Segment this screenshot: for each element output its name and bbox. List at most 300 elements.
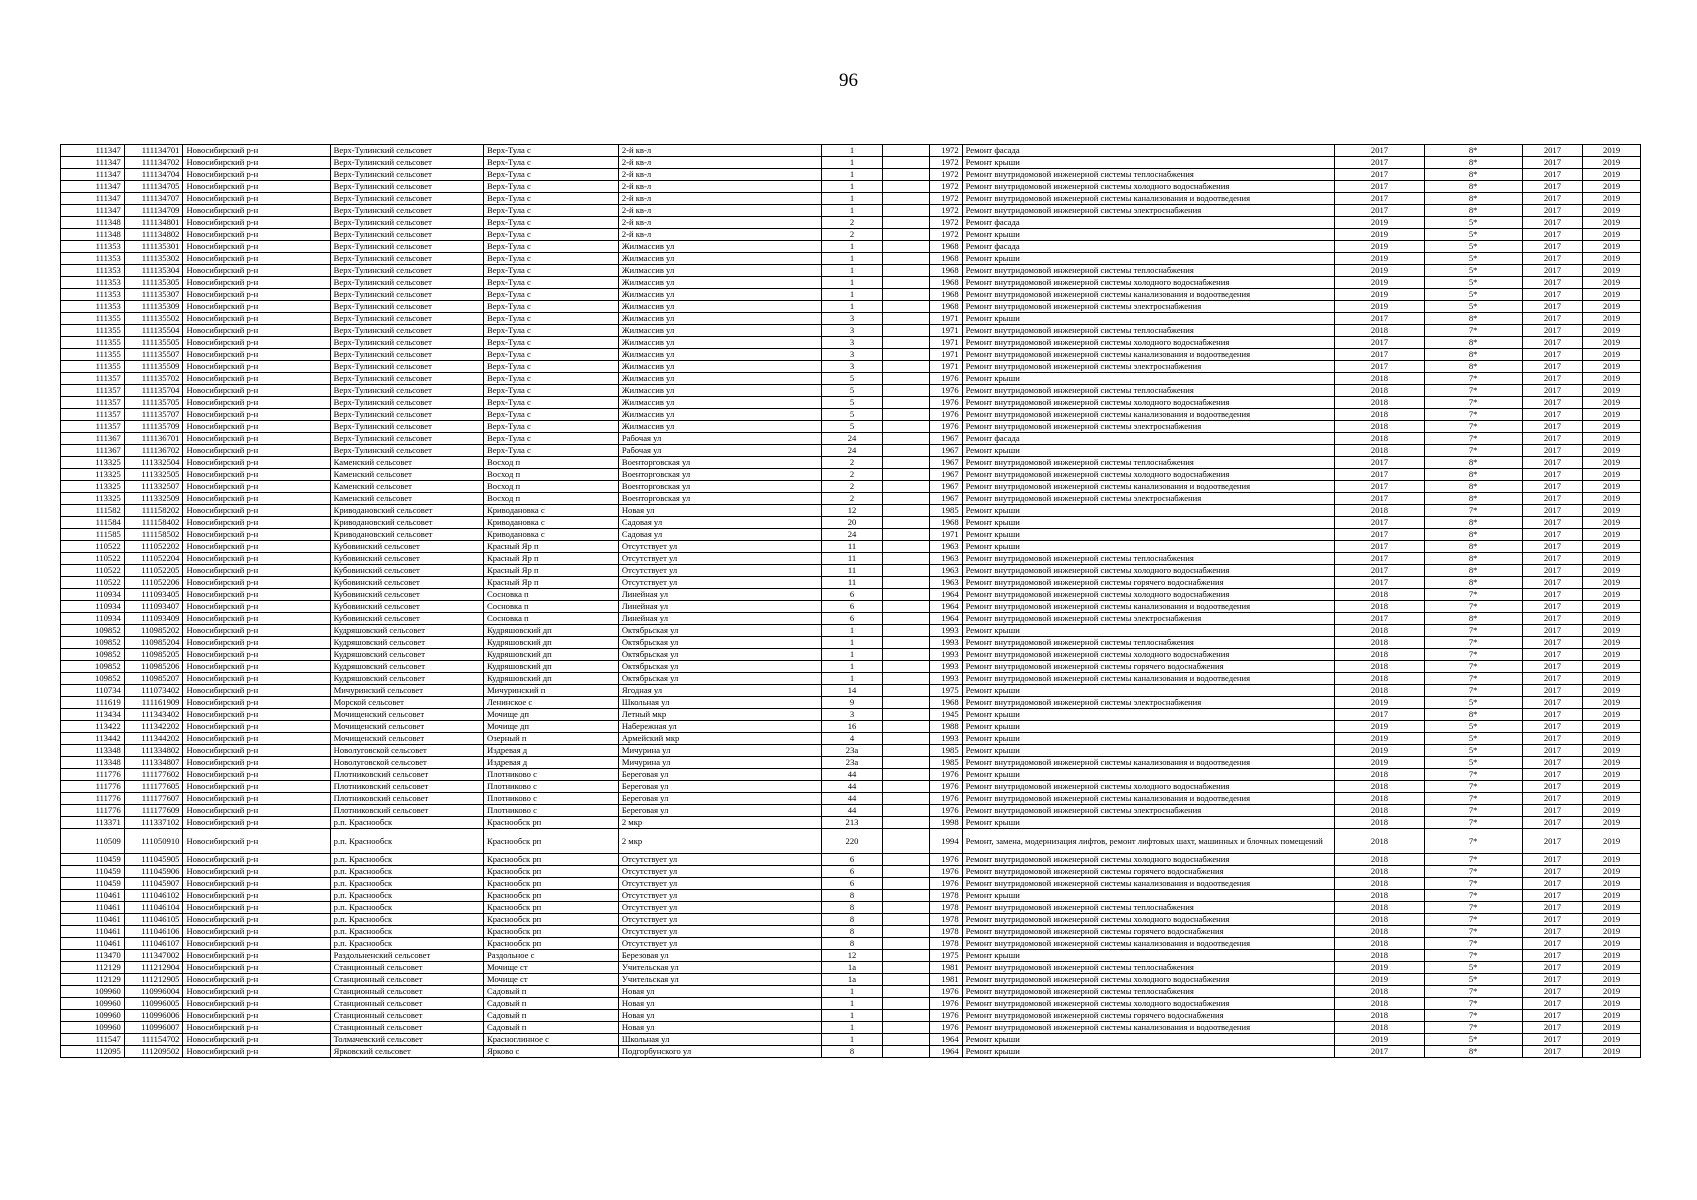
cell-period-start: 2017 <box>1522 277 1583 289</box>
cell-priority: 7* <box>1424 373 1522 385</box>
cell-period-end: 2019 <box>1583 817 1641 829</box>
cell-work-id: 111050910 <box>124 829 183 854</box>
cell-municipality: Верх-Тулинский сельсовет <box>330 349 483 361</box>
cell-settlement: Кудряшовский дп <box>484 661 619 673</box>
cell-municipality: Кудряшовский сельсовет <box>330 625 483 637</box>
table-row <box>61 805 1641 817</box>
table-row <box>61 673 1641 685</box>
cell-period-end: 2019 <box>1583 998 1641 1010</box>
cell-house-number: 6 <box>821 854 883 866</box>
cell-municipality: Верх-Тулинский сельсовет <box>330 289 483 301</box>
table-row <box>61 301 1641 313</box>
cell-period-end: 2019 <box>1583 409 1641 421</box>
cell-building <box>883 998 929 1010</box>
cell-work-type: Ремонт, замена, модернизация лифтов, ремонт лифтовых шахт, машинных и блочных помещений <box>962 829 1335 854</box>
cell-year-built: 1976 <box>929 769 962 781</box>
cell-municipality: Каменский сельсовет <box>330 469 483 481</box>
cell-period-start: 2017 <box>1522 481 1583 493</box>
cell-district: Новосибирский р-н <box>183 265 330 277</box>
cell-object-id: 111347 <box>61 157 125 169</box>
cell-settlement: Криводановка с <box>484 505 619 517</box>
cell-priority: 5* <box>1424 721 1522 733</box>
table-row <box>61 565 1641 577</box>
cell-municipality: Верх-Тулинский сельсовет <box>330 325 483 337</box>
table-row <box>61 193 1641 205</box>
cell-priority: 8* <box>1424 553 1522 565</box>
cell-municipality: Плотниковский сельсовет <box>330 793 483 805</box>
cell-building <box>883 265 929 277</box>
cell-period-start: 2017 <box>1522 817 1583 829</box>
cell-object-id: 111353 <box>61 265 125 277</box>
cell-work-type: Ремонт крыши <box>962 505 1335 517</box>
cell-year-built: 1985 <box>929 745 962 757</box>
cell-period-start: 2017 <box>1522 205 1583 217</box>
table-row <box>61 890 1641 902</box>
cell-year-built: 1967 <box>929 433 962 445</box>
cell-period-end: 2019 <box>1583 625 1641 637</box>
cell-settlement: Краснообск рп <box>484 854 619 866</box>
cell-municipality: Плотниковский сельсовет <box>330 769 483 781</box>
table-row <box>61 145 1641 157</box>
cell-object-id: 111584 <box>61 517 125 529</box>
table-row <box>61 217 1641 229</box>
table-row <box>61 1022 1641 1034</box>
cell-work-type: Ремонт внутридомовой инженерной системы электроснабжения <box>962 805 1335 817</box>
cell-house-number: 2 <box>821 229 883 241</box>
cell-priority: 7* <box>1424 385 1522 397</box>
cell-priority: 7* <box>1424 914 1522 926</box>
cell-house-number: 5 <box>821 421 883 433</box>
cell-work-id: 111135507 <box>124 349 183 361</box>
cell-work-type: Ремонт внутридомовой инженерной системы канализования и водоотведения <box>962 878 1335 890</box>
table-row <box>61 1046 1641 1058</box>
cell-work-id: 111073402 <box>124 685 183 697</box>
table-row <box>61 361 1641 373</box>
cell-period-start: 2017 <box>1522 469 1583 481</box>
cell-municipality: Ярковский сельсовет <box>330 1046 483 1058</box>
cell-municipality: Новолуговской сельсовет <box>330 757 483 769</box>
cell-priority: 5* <box>1424 962 1522 974</box>
cell-plan-year: 2018 <box>1335 397 1425 409</box>
cell-period-end: 2019 <box>1583 241 1641 253</box>
cell-plan-year: 2019 <box>1335 301 1425 313</box>
cell-object-id: 110461 <box>61 890 125 902</box>
cell-year-built: 1967 <box>929 457 962 469</box>
cell-plan-year: 2017 <box>1335 469 1425 481</box>
cell-settlement: Садовый п <box>484 1022 619 1034</box>
cell-year-built: 1976 <box>929 878 962 890</box>
cell-object-id: 113470 <box>61 950 125 962</box>
cell-work-id: 111154702 <box>124 1034 183 1046</box>
table-row <box>61 914 1641 926</box>
cell-district: Новосибирский р-н <box>183 493 330 505</box>
cell-district: Новосибирский р-н <box>183 962 330 974</box>
cell-work-type: Ремонт внутридомовой инженерной системы канализования и водоотведения <box>962 409 1335 421</box>
cell-building <box>883 781 929 793</box>
cell-period-start: 2017 <box>1522 361 1583 373</box>
table-row <box>61 902 1641 914</box>
cell-object-id: 111776 <box>61 769 125 781</box>
cell-house-number: 1 <box>821 673 883 685</box>
cell-period-end: 2019 <box>1583 553 1641 565</box>
cell-work-id: 111134704 <box>124 169 183 181</box>
cell-building <box>883 517 929 529</box>
cell-district: Новосибирский р-н <box>183 445 330 457</box>
cell-period-end: 2019 <box>1583 181 1641 193</box>
cell-period-start: 2017 <box>1522 517 1583 529</box>
cell-settlement: Верх-Тула с <box>484 253 619 265</box>
cell-object-id: 111355 <box>61 313 125 325</box>
table-row <box>61 613 1641 625</box>
cell-priority: 8* <box>1424 577 1522 589</box>
cell-work-type: Ремонт внутридомовой инженерной системы теплоснабжения <box>962 169 1335 181</box>
cell-object-id: 109852 <box>61 661 125 673</box>
cell-object-id: 113442 <box>61 733 125 745</box>
cell-priority: 5* <box>1424 217 1522 229</box>
cell-building <box>883 950 929 962</box>
cell-period-start: 2017 <box>1522 1046 1583 1058</box>
cell-period-start: 2017 <box>1522 866 1583 878</box>
cell-house-number: 1 <box>821 998 883 1010</box>
cell-period-start: 2017 <box>1522 781 1583 793</box>
cell-priority: 7* <box>1424 769 1522 781</box>
cell-house-number: 14 <box>821 685 883 697</box>
cell-year-built: 1967 <box>929 469 962 481</box>
cell-work-type: Ремонт крыши <box>962 445 1335 457</box>
cell-priority: 8* <box>1424 457 1522 469</box>
cell-municipality: р.п. Краснообск <box>330 914 483 926</box>
cell-municipality: Мичуринский сельсовет <box>330 685 483 697</box>
cell-municipality: Станционный сельсовет <box>330 998 483 1010</box>
cell-house-number: 8 <box>821 938 883 950</box>
cell-house-number: 8 <box>821 926 883 938</box>
cell-priority: 7* <box>1424 649 1522 661</box>
cell-district: Новосибирский р-н <box>183 998 330 1010</box>
cell-year-built: 1976 <box>929 805 962 817</box>
cell-period-start: 2017 <box>1522 457 1583 469</box>
cell-district: Новосибирский р-н <box>183 649 330 661</box>
cell-street: Мичурина ул <box>618 745 821 757</box>
cell-plan-year: 2018 <box>1335 421 1425 433</box>
cell-municipality: р.п. Краснообск <box>330 866 483 878</box>
cell-plan-year: 2018 <box>1335 1010 1425 1022</box>
cell-settlement: Верх-Тула с <box>484 217 619 229</box>
cell-plan-year: 2019 <box>1335 217 1425 229</box>
table-row <box>61 938 1641 950</box>
cell-building <box>883 349 929 361</box>
cell-plan-year: 2019 <box>1335 277 1425 289</box>
cell-work-type: Ремонт крыши <box>962 733 1335 745</box>
cell-period-end: 2019 <box>1583 517 1641 529</box>
cell-priority: 7* <box>1424 601 1522 613</box>
cell-period-end: 2019 <box>1583 697 1641 709</box>
table-row <box>61 277 1641 289</box>
cell-street: Отсутствует ул <box>618 553 821 565</box>
cell-district: Новосибирский р-н <box>183 529 330 541</box>
cell-work-type: Ремонт внутридомовой инженерной системы канализования и водоотведения <box>962 289 1335 301</box>
cell-year-built: 1976 <box>929 1010 962 1022</box>
cell-building <box>883 866 929 878</box>
cell-period-start: 2017 <box>1522 157 1583 169</box>
table-row <box>61 950 1641 962</box>
cell-street: Жилмассив ул <box>618 337 821 349</box>
cell-work-id: 110985205 <box>124 649 183 661</box>
cell-period-end: 2019 <box>1583 337 1641 349</box>
table-row <box>61 481 1641 493</box>
cell-street: Отсутствует ул <box>618 541 821 553</box>
cell-work-id: 111046106 <box>124 926 183 938</box>
cell-object-id: 111367 <box>61 433 125 445</box>
cell-street: Жилмассив ул <box>618 289 821 301</box>
table-row <box>61 553 1641 565</box>
cell-period-end: 2019 <box>1583 349 1641 361</box>
cell-district: Новосибирский р-н <box>183 313 330 325</box>
cell-settlement: Краснообск рп <box>484 914 619 926</box>
cell-period-end: 2019 <box>1583 637 1641 649</box>
cell-year-built: 1976 <box>929 998 962 1010</box>
cell-plan-year: 2018 <box>1335 685 1425 697</box>
cell-municipality: Верх-Тулинский сельсовет <box>330 433 483 445</box>
cell-building <box>883 217 929 229</box>
cell-work-id: 111332507 <box>124 481 183 493</box>
cell-plan-year: 2017 <box>1335 541 1425 553</box>
cell-plan-year: 2018 <box>1335 625 1425 637</box>
cell-district: Новосибирский р-н <box>183 409 330 421</box>
cell-year-built: 1988 <box>929 721 962 733</box>
cell-plan-year: 2019 <box>1335 974 1425 986</box>
cell-building <box>883 397 929 409</box>
cell-priority: 5* <box>1424 697 1522 709</box>
cell-period-end: 2019 <box>1583 1022 1641 1034</box>
cell-period-start: 2017 <box>1522 265 1583 277</box>
cell-period-start: 2017 <box>1522 145 1583 157</box>
cell-plan-year: 2017 <box>1335 1046 1425 1058</box>
cell-street: Набережная ул <box>618 721 821 733</box>
cell-work-type: Ремонт крыши <box>962 229 1335 241</box>
cell-municipality: Плотниковский сельсовет <box>330 805 483 817</box>
cell-plan-year: 2019 <box>1335 721 1425 733</box>
cell-district: Новосибирский р-н <box>183 926 330 938</box>
cell-street: 2-й кв-л <box>618 169 821 181</box>
cell-year-built: 1971 <box>929 529 962 541</box>
cell-period-end: 2019 <box>1583 757 1641 769</box>
cell-building <box>883 373 929 385</box>
cell-house-number: 16 <box>821 721 883 733</box>
cell-plan-year: 2018 <box>1335 805 1425 817</box>
cell-municipality: Каменский сельсовет <box>330 481 483 493</box>
cell-year-built: 1968 <box>929 289 962 301</box>
cell-year-built: 1993 <box>929 673 962 685</box>
cell-object-id: 109960 <box>61 1010 125 1022</box>
cell-work-id: 110996004 <box>124 986 183 998</box>
cell-building <box>883 481 929 493</box>
cell-work-id: 111045906 <box>124 866 183 878</box>
cell-municipality: Верх-Тулинский сельсовет <box>330 265 483 277</box>
cell-settlement: Садовый п <box>484 1010 619 1022</box>
cell-settlement: Верх-Тула с <box>484 265 619 277</box>
cell-district: Новосибирский р-н <box>183 373 330 385</box>
cell-period-start: 2017 <box>1522 1010 1583 1022</box>
cell-municipality: р.п. Краснообск <box>330 938 483 950</box>
cell-district: Новосибирский р-н <box>183 1034 330 1046</box>
cell-settlement: Ярково с <box>484 1046 619 1058</box>
cell-priority: 7* <box>1424 817 1522 829</box>
cell-settlement: Красный Яр п <box>484 541 619 553</box>
cell-year-built: 1968 <box>929 241 962 253</box>
cell-work-id: 111135509 <box>124 361 183 373</box>
cell-period-end: 2019 <box>1583 433 1641 445</box>
cell-municipality: Верх-Тулинский сельсовет <box>330 241 483 253</box>
cell-municipality: Толмачевский сельсовет <box>330 1034 483 1046</box>
table-row <box>61 169 1641 181</box>
cell-priority: 8* <box>1424 565 1522 577</box>
cell-work-id: 111045905 <box>124 854 183 866</box>
cell-district: Новосибирский р-н <box>183 157 330 169</box>
cell-settlement: Издревая д <box>484 745 619 757</box>
cell-year-built: 1963 <box>929 565 962 577</box>
cell-street: Новая ул <box>618 505 821 517</box>
cell-street: Октябрьская ул <box>618 625 821 637</box>
cell-district: Новосибирский р-н <box>183 1022 330 1034</box>
cell-work-id: 111134701 <box>124 145 183 157</box>
cell-work-id: 110996005 <box>124 998 183 1010</box>
cell-year-built: 1993 <box>929 649 962 661</box>
cell-year-built: 1971 <box>929 325 962 337</box>
cell-object-id: 113325 <box>61 493 125 505</box>
cell-house-number: 8 <box>821 1046 883 1058</box>
table-row <box>61 769 1641 781</box>
cell-work-type: Ремонт внутридомовой инженерной системы теплоснабжения <box>962 385 1335 397</box>
table-row <box>61 325 1641 337</box>
cell-street: Учительская ул <box>618 962 821 974</box>
cell-district: Новосибирский р-н <box>183 349 330 361</box>
cell-plan-year: 2017 <box>1335 613 1425 625</box>
cell-municipality: Станционный сельсовет <box>330 986 483 998</box>
cell-plan-year: 2017 <box>1335 481 1425 493</box>
cell-house-number: 1 <box>821 649 883 661</box>
cell-municipality: Кудряшовский сельсовет <box>330 673 483 685</box>
cell-priority: 5* <box>1424 974 1522 986</box>
cell-work-type: Ремонт крыши <box>962 721 1335 733</box>
cell-municipality: Верх-Тулинский сельсовет <box>330 361 483 373</box>
table-row <box>61 986 1641 998</box>
cell-period-start: 2017 <box>1522 637 1583 649</box>
cell-house-number: 20 <box>821 517 883 529</box>
cell-municipality: Кубовинский сельсовет <box>330 601 483 613</box>
cell-house-number: 6 <box>821 613 883 625</box>
cell-district: Новосибирский р-н <box>183 433 330 445</box>
table-row <box>61 637 1641 649</box>
cell-work-id: 111135709 <box>124 421 183 433</box>
cell-settlement: Восход п <box>484 481 619 493</box>
cell-plan-year: 2018 <box>1335 914 1425 926</box>
cell-year-built: 1972 <box>929 181 962 193</box>
cell-year-built: 1963 <box>929 577 962 589</box>
cell-work-type: Ремонт внутридомовой инженерной системы холодного водоснабжения <box>962 469 1335 481</box>
cell-work-type: Ремонт внутридомовой инженерной системы холодного водоснабжения <box>962 974 1335 986</box>
cell-priority: 5* <box>1424 289 1522 301</box>
cell-work-type: Ремонт фасада <box>962 145 1335 157</box>
cell-object-id: 113348 <box>61 745 125 757</box>
cell-building <box>883 938 929 950</box>
cell-settlement: Верх-Тула с <box>484 373 619 385</box>
cell-settlement: Верх-Тула с <box>484 349 619 361</box>
cell-object-id: 111347 <box>61 169 125 181</box>
cell-district: Новосибирский р-н <box>183 745 330 757</box>
cell-street: 2 мкр <box>618 817 821 829</box>
cell-plan-year: 2017 <box>1335 457 1425 469</box>
cell-object-id: 111355 <box>61 325 125 337</box>
cell-municipality: Мочищенский сельсовет <box>330 733 483 745</box>
cell-building <box>883 241 929 253</box>
cell-work-type: Ремонт внутридомовой инженерной системы холодного водоснабжения <box>962 781 1335 793</box>
cell-work-id: 111332504 <box>124 457 183 469</box>
table-row <box>61 349 1641 361</box>
cell-priority: 8* <box>1424 1046 1522 1058</box>
cell-building <box>883 890 929 902</box>
cell-period-end: 2019 <box>1583 805 1641 817</box>
table-row <box>61 397 1641 409</box>
cell-period-start: 2017 <box>1522 589 1583 601</box>
cell-municipality: р.п. Краснообск <box>330 878 483 890</box>
cell-street: Жилмассив ул <box>618 325 821 337</box>
cell-street: Береговая ул <box>618 769 821 781</box>
cell-work-type: Ремонт фасада <box>962 217 1335 229</box>
cell-plan-year: 2017 <box>1335 169 1425 181</box>
cell-settlement: Кудряшовский дп <box>484 625 619 637</box>
table-row <box>61 1034 1641 1046</box>
cell-district: Новосибирский р-н <box>183 793 330 805</box>
cell-street: Военторговская ул <box>618 469 821 481</box>
cell-work-type: Ремонт внутридомовой инженерной системы канализования и водоотведения <box>962 1022 1335 1034</box>
cell-work-id: 110985204 <box>124 637 183 649</box>
cell-building <box>883 1046 929 1058</box>
cell-priority: 7* <box>1424 854 1522 866</box>
cell-work-id: 111177607 <box>124 793 183 805</box>
cell-period-start: 2017 <box>1522 181 1583 193</box>
cell-plan-year: 2018 <box>1335 649 1425 661</box>
cell-period-end: 2019 <box>1583 986 1641 998</box>
cell-priority: 8* <box>1424 169 1522 181</box>
cell-year-built: 1968 <box>929 301 962 313</box>
cell-building <box>883 385 929 397</box>
cell-period-start: 2017 <box>1522 878 1583 890</box>
cell-street: Отсутствует ул <box>618 866 821 878</box>
cell-district: Новосибирский р-н <box>183 145 330 157</box>
cell-work-type: Ремонт внутридомовой инженерной системы электроснабжения <box>962 205 1335 217</box>
cell-street: Отсутствует ул <box>618 577 821 589</box>
cell-work-id: 111332509 <box>124 493 183 505</box>
cell-work-type: Ремонт внутридомовой инженерной системы канализования и водоотведения <box>962 601 1335 613</box>
cell-period-end: 2019 <box>1583 854 1641 866</box>
table-row <box>61 625 1641 637</box>
cell-settlement: Мочище дп <box>484 709 619 721</box>
cell-work-type: Ремонт внутридомовой инженерной системы электроснабжения <box>962 301 1335 313</box>
cell-plan-year: 2017 <box>1335 181 1425 193</box>
cell-municipality: Верх-Тулинский сельсовет <box>330 373 483 385</box>
cell-street: Садовая ул <box>618 529 821 541</box>
table-row <box>61 926 1641 938</box>
cell-building <box>883 697 929 709</box>
cell-year-built: 1976 <box>929 793 962 805</box>
cell-priority: 7* <box>1424 878 1522 890</box>
cell-year-built: 1976 <box>929 866 962 878</box>
table-row <box>61 421 1641 433</box>
table-row <box>61 289 1641 301</box>
cell-period-end: 2019 <box>1583 265 1641 277</box>
cell-period-start: 2017 <box>1522 373 1583 385</box>
cell-object-id: 111585 <box>61 529 125 541</box>
